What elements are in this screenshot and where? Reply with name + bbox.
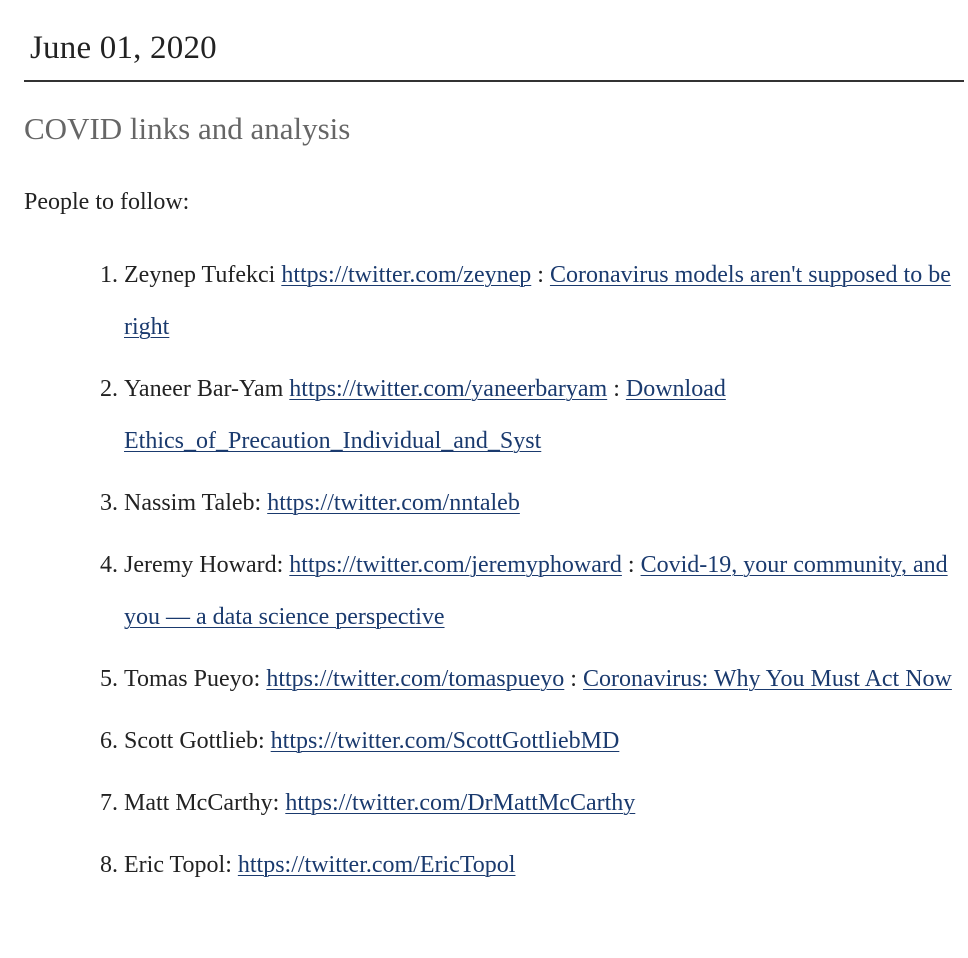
twitter-link[interactable]: https://twitter.com/jeremyphoward xyxy=(289,551,622,578)
blog-post xyxy=(24,0,964,901)
person-name: Tomas Pueyo: xyxy=(124,665,261,692)
list-item: 1. Zeynep Tufekci https://twitter.com/zeynep : Coronavirus models aren't supposed to be right xyxy=(124,249,964,353)
person-name: Scott Gottlieb: xyxy=(124,727,265,754)
twitter-link[interactable]: https://twitter.com/EricTopol xyxy=(237,851,516,878)
list-item xyxy=(124,477,964,529)
person-name: Matt McCarthy: xyxy=(124,789,280,816)
list-item xyxy=(124,715,964,767)
article-link[interactable]: Download Ethics_of_Precaution_Individual_and_Syst xyxy=(124,375,726,454)
twitter-link[interactable]: https://twitter.com/zeynep xyxy=(281,261,532,288)
people-list xyxy=(24,249,964,891)
person-name: Yaneer Bar-Yam xyxy=(124,375,284,402)
person-name: Zeynep Tufekci xyxy=(124,261,276,288)
person-name: Jeremy Howard: xyxy=(124,551,284,578)
list-item: 4. Jeremy Howard: https://twitter.com/jeremyphoward : Covid-19, your community, and you — a data science perspective xyxy=(124,539,964,643)
person-name: Nassim Taleb: xyxy=(124,489,262,516)
date-header: June 01, 2020 xyxy=(24,0,964,82)
article-link[interactable]: Coronavirus: Why You Must Act Now xyxy=(582,665,952,692)
list-item xyxy=(124,777,964,829)
list-item: 2. Yaneer Bar-Yam https://twitter.com/yaneerbaryam : Download Ethics_of_Precaution_Individual_and_Syst xyxy=(124,363,964,467)
article-link[interactable]: Coronavirus models aren't supposed to be right xyxy=(124,261,951,340)
twitter-link[interactable]: https://twitter.com/ScottGottliebMD xyxy=(270,727,620,754)
person-name: Eric Topol: xyxy=(124,851,232,878)
intro-text: People to follow: xyxy=(24,189,190,216)
article-link[interactable]: Covid-19, your community, and you — a data science perspective xyxy=(124,551,948,630)
twitter-link[interactable]: https://twitter.com/DrMattMcCarthy xyxy=(285,789,636,816)
twitter-link[interactable]: https://twitter.com/yaneerbaryam xyxy=(289,375,608,402)
post-title: COVID links and analysis xyxy=(24,111,351,146)
twitter-link[interactable]: https://twitter.com/tomaspueyo xyxy=(266,665,565,692)
list-item: 5. Tomas Pueyo: https://twitter.com/tomaspueyo : Coronavirus: Why You Must Act Now xyxy=(124,653,964,705)
twitter-link[interactable]: https://twitter.com/nntaleb xyxy=(267,489,520,516)
list-item xyxy=(124,839,964,891)
